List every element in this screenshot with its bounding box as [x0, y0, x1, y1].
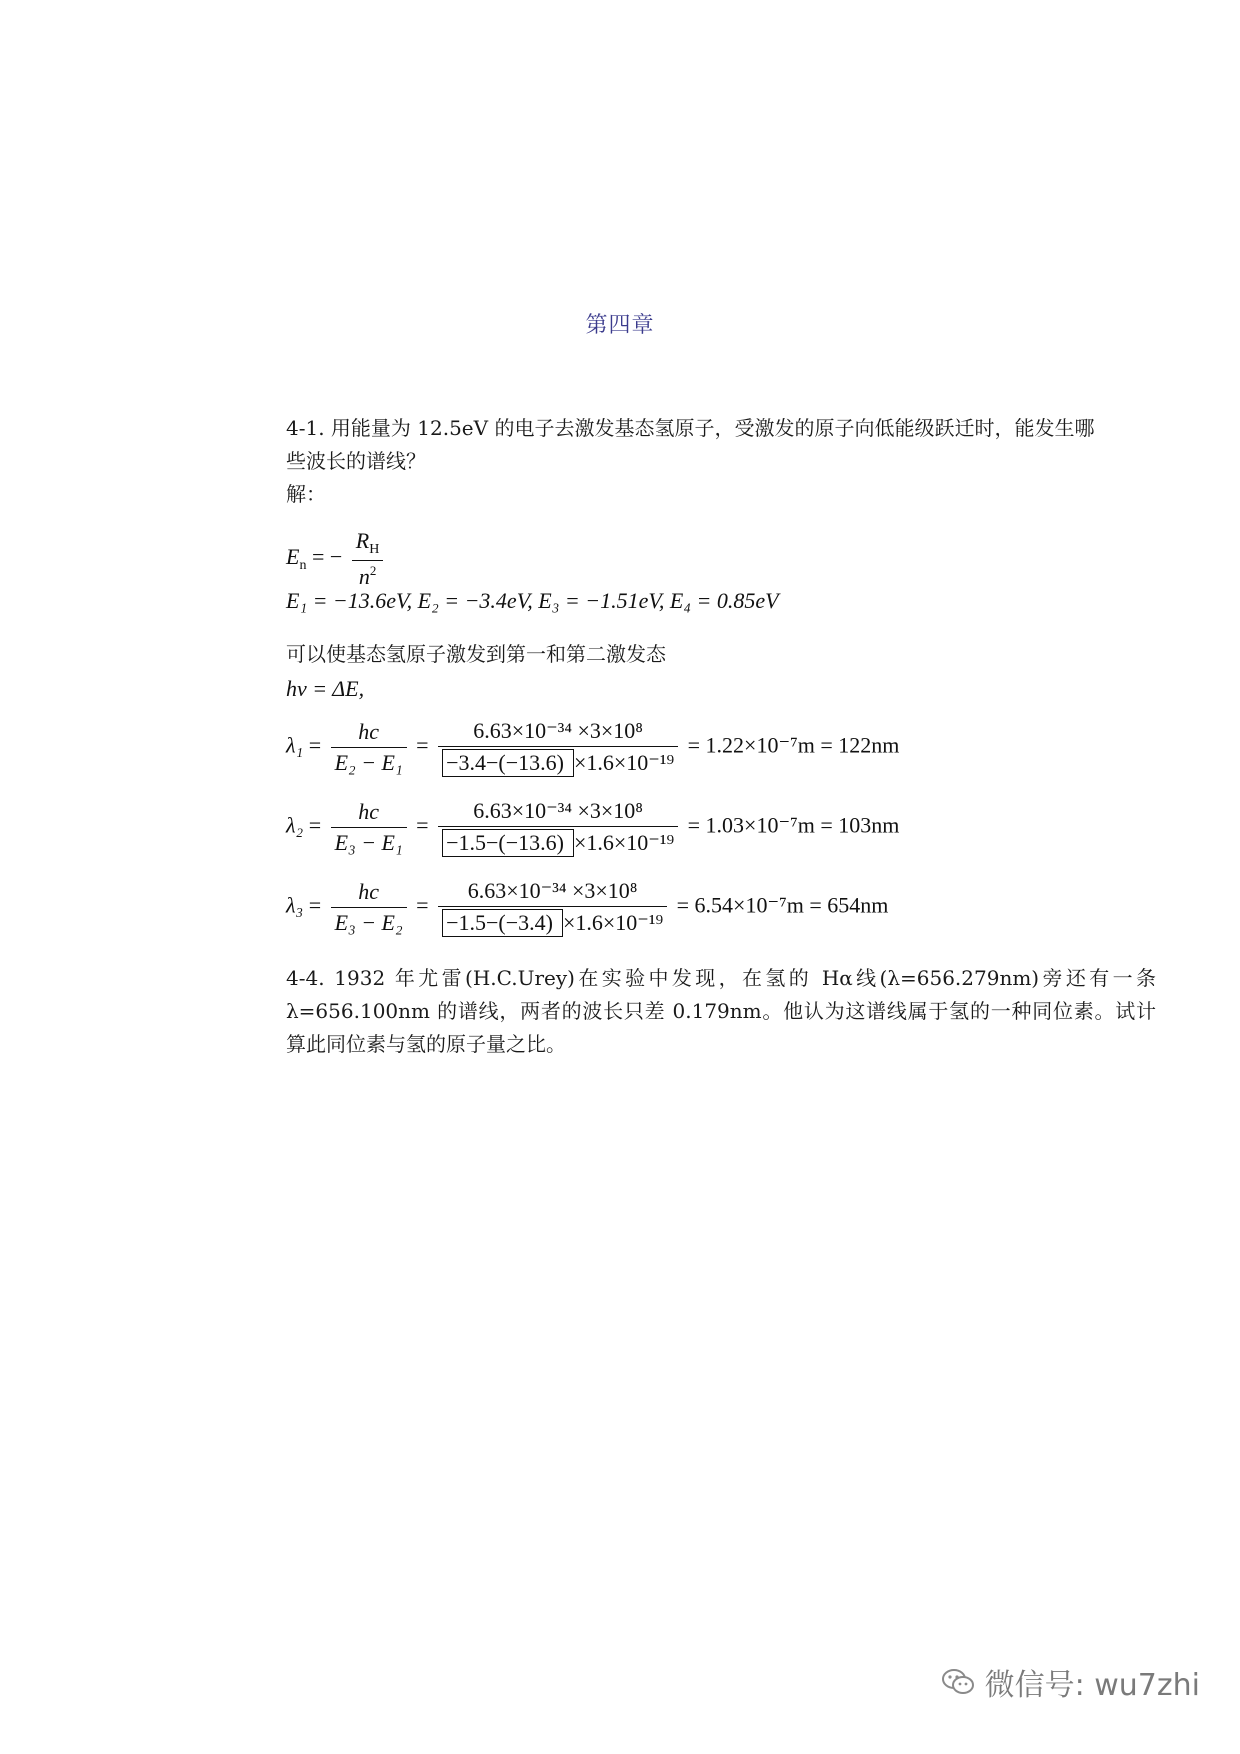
lambda-2-bracket: −1.5−(−13.6) — [442, 829, 567, 857]
energy-formula — [286, 528, 387, 590]
lambda-1-equation — [286, 718, 899, 777]
lambda-1-symbol: λ₁ — [286, 732, 304, 758]
numeric-numerator: 6.63×10⁻³⁴ ×3×10⁸ — [473, 798, 643, 823]
problem-4-1-line-2: 些波长的谱线？ — [286, 449, 426, 473]
energy-subscript: n — [299, 558, 307, 574]
lambda-2-equation — [286, 798, 899, 857]
chapter-title: 第四章 — [585, 313, 655, 338]
rydberg-subscript: H — [369, 542, 380, 557]
lambda-2-energy-difference: E₃ − E₁ — [334, 830, 403, 855]
lambda-3-hc-fraction — [331, 879, 407, 936]
equals-minus: = − — [311, 544, 343, 570]
watermark-text: 微信号: wu7zhi — [984, 1668, 1200, 1703]
equals-sign: = — [416, 812, 429, 838]
problem-4-4-line-3: 算此同位素与氢的原子量之比。 — [286, 1032, 566, 1056]
lambda-2-numeric-fraction — [438, 798, 678, 857]
lambda-2-hc-fraction — [331, 799, 407, 856]
hc-numerator: hc — [358, 799, 379, 824]
energy-levels: E₁ = −13.6eV, E₂ = −3.4eV, E₃ = −1.51eV, E₄ = 0.85eV — [286, 588, 779, 613]
lambda-2-symbol: λ₂ — [286, 812, 304, 838]
equals-sign: = — [308, 892, 322, 918]
solution-label: 解： — [286, 482, 326, 506]
rydberg-fraction — [352, 528, 384, 590]
lambda-3-energy-difference: E₃ − E₂ — [334, 910, 403, 935]
equals-sign: = — [416, 732, 429, 758]
equals-sign: = — [308, 812, 322, 838]
lambda-3-numeric-fraction — [438, 878, 667, 937]
hc-numerator: hc — [358, 719, 379, 744]
hc-numerator: hc — [358, 879, 379, 904]
excitation-note: 可以使基态氢原子激发到第一和第二激发态 — [286, 642, 666, 666]
problem-4-1-line-1: 4-1. 用能量为 12.5eV 的电子去激发基态氢原子，受激发的原子向低能级跃迁时，能发生哪 — [286, 416, 1095, 440]
watermark — [941, 1660, 1200, 1704]
lambda-3-equation — [286, 878, 888, 937]
lambda-1-energy-difference: E₂ − E₁ — [334, 750, 403, 775]
wechat-icon — [941, 1667, 975, 1697]
photon-energy-relation: hν = ΔE, — [286, 676, 365, 701]
lambda-3-symbol: λ₃ — [286, 892, 304, 918]
charge-factor: ×1.6×10⁻¹⁹ — [573, 830, 675, 855]
lambda-3-bracket: −1.5−(−3.4) — [442, 909, 556, 937]
numeric-numerator: 6.63×10⁻³⁴ ×3×10⁸ — [467, 878, 638, 903]
lambda-1-hc-fraction — [331, 719, 407, 776]
lambda-3-result: = 6.54×10⁻⁷m = 654nm — [676, 892, 889, 918]
lambda-1-bracket: −3.4−(−13.6) — [442, 749, 567, 777]
equals-sign: = — [416, 892, 429, 918]
charge-factor: ×1.6×10⁻¹⁹ — [562, 910, 664, 935]
lambda-1-result: = 1.22×10⁻⁷m = 122nm — [687, 732, 900, 758]
lambda-1-numeric-fraction — [438, 718, 678, 777]
n-symbol: n — [358, 564, 370, 589]
n-exponent: 2 — [369, 563, 377, 578]
rydberg-symbol: R — [355, 528, 370, 553]
problem-4-4-line-1: 4-4. 1932 年尤雷(H.C.Urey)在实验中发现，在氢的 Hα线(λ=656.279nm)旁还有一条 — [286, 966, 1156, 990]
numeric-numerator: 6.63×10⁻³⁴ ×3×10⁸ — [473, 718, 643, 743]
lambda-2-result: = 1.03×10⁻⁷m = 103nm — [687, 812, 900, 838]
equals-sign: = — [308, 732, 322, 758]
charge-factor: ×1.6×10⁻¹⁹ — [573, 750, 675, 775]
problem-4-4-line-2: λ=656.100nm 的谱线，两者的波长只差 0.179nm。他认为这谱线属于氢的一种同位素。试计 — [286, 999, 1156, 1023]
energy-symbol: E — [286, 544, 300, 570]
